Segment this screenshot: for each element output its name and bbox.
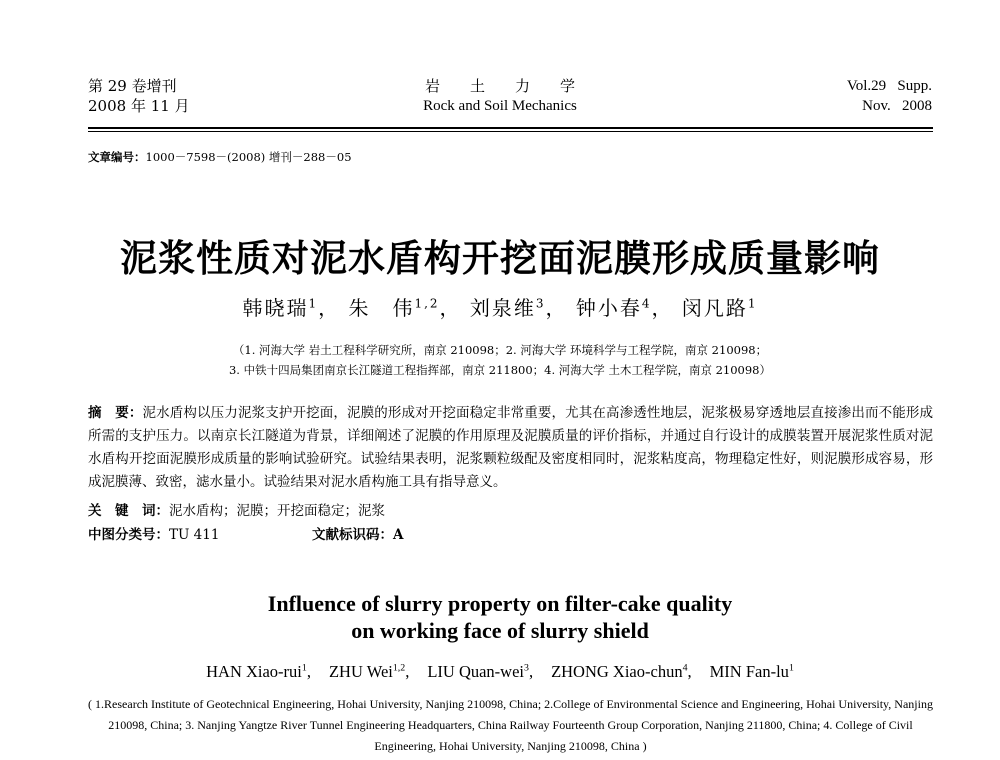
keywords-label: 关 键 词：: [88, 503, 169, 519]
doc-code-value: A: [393, 527, 404, 543]
clc-number: [88, 523, 219, 543]
author-en: ZHU Wei$^{1,2}$: [328, 662, 406, 681]
author-cn: 韩晓瑞$^1$: [242, 296, 319, 320]
title-en: [0, 590, 1000, 644]
doc-code-label: 文献标识码：: [312, 527, 393, 543]
author-cn: 刘泉维$^3$: [469, 296, 546, 320]
author-en: MIN Fan-$lu^1$: [709, 662, 794, 681]
affiliation-en: ( 1.Research Institute of Geotechnical Engineering, Hohai University, Nanjing 210098, China; 2.College of Environmental Science and Engineering, Hohai University, Nanjing 210098, China; 3. Nanjing Yangtze River Tunnel Engineering Headquarters, China Railway Fourteenth Group Corporation, Nanjing 211800, China; 4. College of Civil Engineering, Hohai University, Nanjing 210098, China ): [88, 697, 933, 753]
abstract-cn: [88, 402, 933, 494]
header-rule-thick: [88, 127, 933, 129]
header-rule-thin: [88, 131, 933, 132]
journal-name-cn: 岩 土 力 学: [424, 77, 575, 95]
journal-volume-en: Vol.29 Supp.: [846, 78, 932, 94]
authors-en: HAN Xiao-rui$^1$, ZHU Wei$^{1,2}$, LIU Quan-wei$^3$, ZHONG Xiao-chun$^4$, MIN Fan-$lu^1$: [206, 662, 794, 681]
article-number-value: 1000－7598－(2008) 增刊－288－05: [145, 150, 352, 164]
title-en-line2: on working face of slurry shield: [351, 618, 649, 643]
journal-name-en: Rock and Soil Mechanics: [423, 98, 577, 114]
abstract-text: 泥水盾构以压力泥浆支护开挖面，泥膜的形成对开挖面稳定非常重要，尤其在高渗透性地层，泥浆极易穿透地层直接渗出而不能形成所需的支护压力。以南京长江隧道为背景，详细阐述了泥膜的作用原理及泥膜质量的评价指标，并通过自行设计的成膜装置开展泥浆性质对泥水盾构开挖面泥膜形成质量的影响试验研究。试验结果表明，泥浆颗粒级配及密度相同时，泥浆粘度高，物理稳定性好，则泥膜形成容易，形成泥膜薄、致密，滤水量小。试验结果对泥水盾构施工具有指导意义。: [88, 405, 934, 490]
abstract-label: 摘 要：: [88, 405, 143, 421]
keywords-cn: [88, 499, 385, 519]
title-cn: 泥浆性质对泥水盾构开挖面泥膜形成质量影响: [120, 237, 880, 280]
author-cn: 朱 伟$^{1,2}$: [348, 296, 440, 320]
clc-label: 中图分类号：: [88, 527, 169, 543]
author-cn: 闵凡路$^1$: [681, 296, 758, 320]
title-en-line1: Influence of slurry property on filter-cake quality: [267, 591, 733, 616]
affiliation-cn-line2: 3. 中铁十四局集团南京长江隧道工程指挥部，南京 211800；4. 河海大学 土木工程学院，南京 210098）: [228, 363, 772, 377]
journal-date-en: Nov. 2008: [862, 98, 932, 114]
clc-value: TU 411: [169, 527, 220, 543]
journal-date-cn: 2008 年 11 月: [88, 97, 190, 115]
author-en: ZHONG Xiao-chun$^4$: [551, 662, 688, 681]
authors-cn: 韩晓瑞$^1$， 朱 伟$^{1,2}$， 刘泉维$^3$， 钟小春$^4$， 闵凡路$^1$: [242, 296, 758, 320]
article-number-label: 文章编号：: [88, 150, 146, 164]
document-code: [312, 523, 403, 543]
author-en: LIU Quan-wei$^3$: [427, 662, 529, 681]
author-en: HAN Xiao-rui$^1$: [206, 662, 307, 681]
affiliation-cn-line1: （1. 河海大学 岩土工程科学研究所，南京 210098；2. 河海大学 环境科学与工程学院，南京 210098；: [232, 343, 768, 357]
article-number: [88, 149, 352, 165]
keywords-text: 泥水盾构；泥膜；开挖面稳定；泥浆: [169, 503, 385, 519]
author-cn: 钟小春$^4$: [575, 296, 652, 320]
journal-volume-cn: 第 29 卷增刊: [88, 77, 177, 95]
